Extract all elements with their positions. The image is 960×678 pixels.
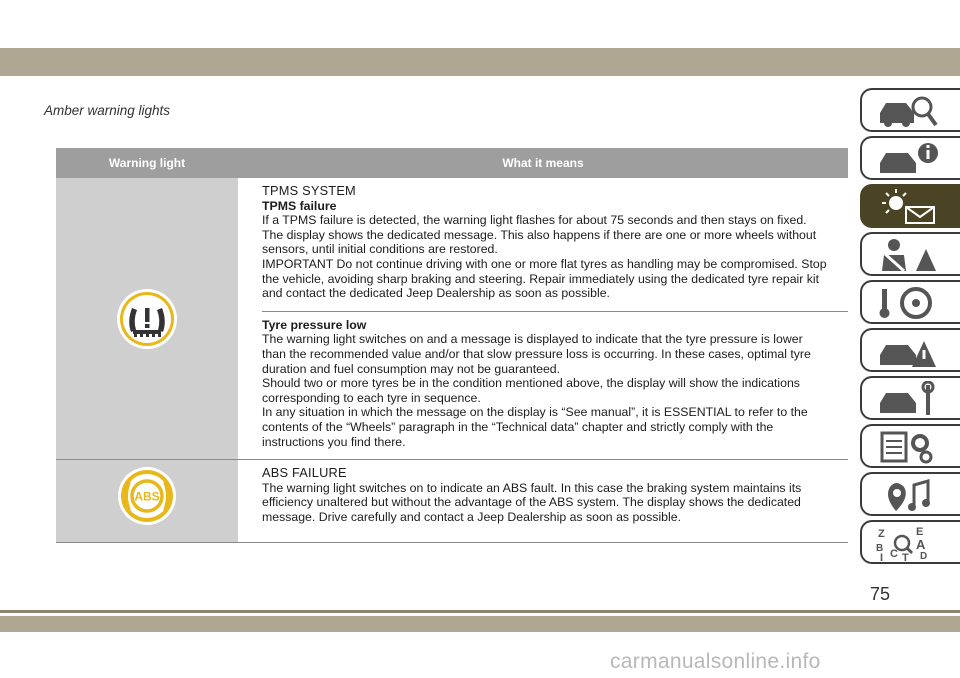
- index-letter: I: [880, 552, 884, 561]
- seat-belt-person-icon: [876, 237, 946, 273]
- multimedia-icon: [876, 477, 946, 513]
- tab-technical-data[interactable]: [860, 424, 960, 468]
- icon-cell: [56, 178, 238, 459]
- header-band: [0, 48, 960, 76]
- column-header-warning-light: Warning light: [108, 156, 186, 170]
- tab-car-info[interactable]: [860, 136, 960, 180]
- table-row-abs: [56, 460, 848, 543]
- warning-lights-table: [56, 148, 848, 543]
- tab-index[interactable]: [860, 520, 960, 564]
- tab-multimedia[interactable]: [860, 472, 960, 516]
- car-info-icon: [876, 141, 946, 177]
- abs-heading: ABS FAILURE: [262, 465, 347, 481]
- alphabetical-index-icon: [876, 525, 946, 561]
- tab-warning-lights[interactable]: [860, 184, 960, 228]
- index-letter: B: [876, 543, 884, 554]
- abs-warning-icon: [117, 466, 177, 526]
- footer-line: [0, 610, 960, 613]
- column-header-what-it-means: What it means: [502, 156, 584, 170]
- tyre-pressure-low-title: Tyre pressure low: [262, 317, 367, 332]
- section-title: Amber warning lights: [44, 103, 171, 118]
- abs-icon-label: ABS: [134, 489, 160, 504]
- tab-servicing[interactable]: [860, 376, 960, 420]
- tyre-pressure-low-text: The warning light switches on and a message is displayed to indicate that the tyre pressure is lower than the recommended value and/or that slow pressure loss is occurring. In these cases, optimal tyre duration and fuel consumption may not be guaranteed. Should two or more tyres be in the condition mentioned above, the display will show the indications corresponding to each tyre in sequence. In any situation in which the message on the display is “See manual”, it is ESSENTIAL to refer to the contents of the “Wheels” paragraph in the “Technical data” chapter and strictly comply with the instructions you find there.: [262, 332, 811, 449]
- car-service-icon: [876, 381, 946, 417]
- footer-band: [0, 616, 960, 632]
- car-accident-icon: [876, 333, 946, 369]
- tab-car-magnifier[interactable]: [860, 88, 960, 132]
- tpms-failure-block: [262, 178, 848, 311]
- icon-cell: [56, 460, 238, 542]
- tpms-failure-text: If a TPMS failure is detected, the warning light flashes for about 75 seconds and then stays on fixed. The display shows the dedicated message. This also happens if there are one or more wheels without sensors, until initial conditions are restored. IMPORTANT Do not continue driving with one or more flat tyres as handling may be compromised. Stop the vehicle, avoiding sharp braking and steering. Repair immediately using the dedicated tyre repair kit and contact the dedicated Jeep Dealership as soon as possible.: [262, 213, 827, 301]
- watermark: carmanualsonline.info: [610, 650, 821, 673]
- index-letter: A: [916, 537, 926, 552]
- abs-failure-block: [262, 460, 848, 542]
- tyre-pressure-low-block: [262, 311, 848, 459]
- tab-safety[interactable]: [860, 232, 960, 276]
- tab-emergency[interactable]: [860, 328, 960, 372]
- tpms-heading: TPMS SYSTEM: [262, 183, 356, 198]
- tpms-warning-icon: [116, 288, 178, 350]
- table-header: [56, 148, 848, 178]
- steering-key-icon: [876, 285, 946, 321]
- car-magnifier-icon: [876, 93, 946, 129]
- tab-starting-driving[interactable]: [860, 280, 960, 324]
- technical-data-icon: [876, 429, 946, 465]
- index-letter: E: [916, 526, 924, 538]
- index-letter: C: [890, 548, 898, 560]
- index-letter: Z: [878, 528, 885, 540]
- abs-text: The warning light switches on to indicate an ABS fault. In this case the braking system maintains its efficiency unaltered but without the advantage of the ABS system. The display shows the dedicated message. Drive carefully and contact a Jeep Dealership as soon as possible.: [262, 480, 802, 524]
- table-row-tpms: [56, 178, 848, 460]
- page-number: 75: [870, 584, 891, 604]
- index-letter: T: [902, 552, 909, 561]
- index-letter: D: [920, 551, 928, 561]
- warning-lights-icon: [876, 189, 946, 225]
- tpms-failure-title: TPMS failure: [262, 198, 337, 213]
